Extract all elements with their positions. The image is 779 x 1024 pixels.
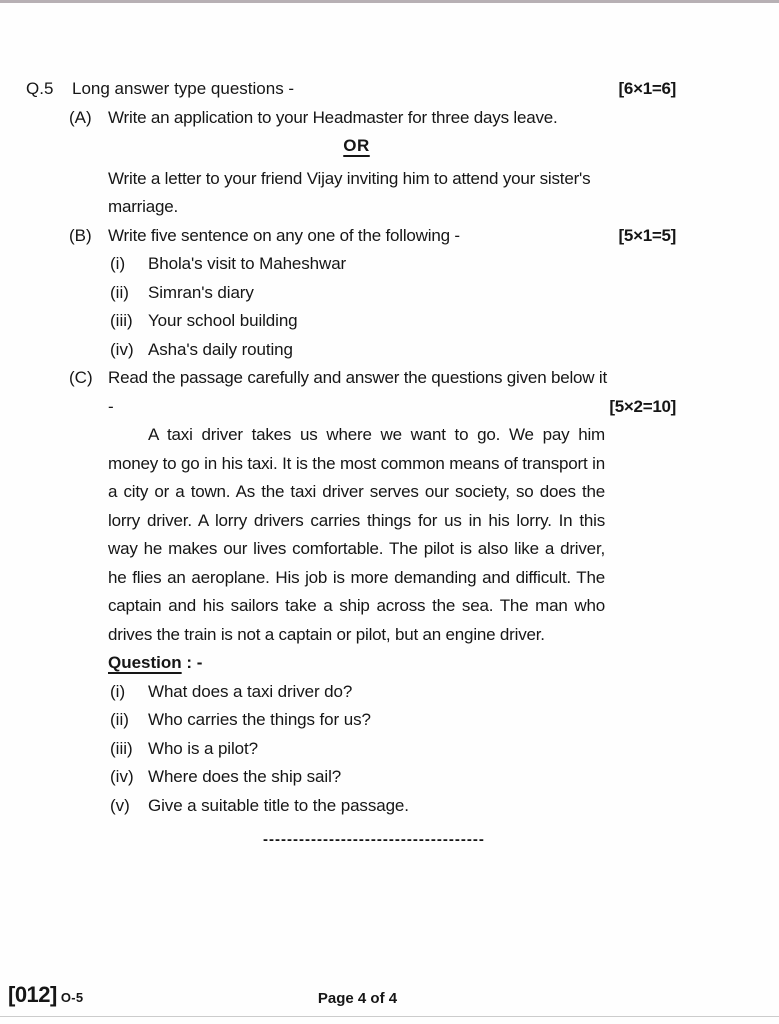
passage-question-item <box>26 763 753 792</box>
part-c-row <box>26 364 753 421</box>
topic-item <box>26 307 753 336</box>
passage-question-text: Who is a pilot? <box>148 738 258 758</box>
topic-text: Bhola's visit to Maheshwar <box>148 254 347 273</box>
passage-question-text: What does a taxi driver do? <box>148 681 353 701</box>
end-separator-dashes: ------------------------------------- <box>263 831 485 848</box>
part-a-row <box>26 104 753 133</box>
question-heading-row <box>26 75 753 104</box>
paper-code-suffix: O-5 <box>60 990 84 1005</box>
passage-question-marker: (ii) <box>110 710 129 729</box>
passage-question-item <box>26 735 753 764</box>
part-b-label: (B) <box>69 225 92 245</box>
topic-text: Simran's diary <box>148 282 254 302</box>
passage-question-item <box>26 792 753 821</box>
passage-question-text: Give a suitable title to the passage. <box>148 795 409 815</box>
part-b-prompt: Write five sentence on any one of the following - <box>108 225 460 245</box>
topic-text: Your school building <box>148 311 298 330</box>
topic-item <box>26 250 753 279</box>
question-number: Q.5 <box>26 79 54 98</box>
or-heading <box>108 132 605 161</box>
topic-text: Asha's daily routing <box>148 339 293 359</box>
topic-marker: (ii) <box>110 282 129 302</box>
page-number-indicator: Page 4 of 4 <box>317 990 398 1007</box>
passage-question-marker: (iii) <box>110 738 133 758</box>
question-marks: [6×1=6] <box>618 79 676 98</box>
paper-code: [012] <box>8 982 57 1007</box>
part-b-marks: [5×1=5] <box>618 225 676 245</box>
question-title: Long answer type questions - <box>72 79 295 98</box>
topic-marker: (iv) <box>110 339 134 359</box>
part-c-marks: [5×2=10] <box>609 396 676 416</box>
part-a-prompt: Write an application to your Headmaster for three days leave. <box>108 107 558 127</box>
part-c-prompt: Read the passage carefully and answer the questions given below it - <box>108 368 608 416</box>
or-label: OR <box>343 136 370 155</box>
part-b-row <box>26 222 753 251</box>
page-content <box>26 0 753 850</box>
part-c-label: (C) <box>69 368 93 387</box>
passage-question-item <box>26 678 753 707</box>
questions-heading-suffix: : - <box>181 653 203 672</box>
topic-marker: (iii) <box>110 311 133 330</box>
topic-item <box>26 336 753 365</box>
reading-passage: A taxi driver takes us where we want to go. We pay him money to go in his taxi. It is the most common means of transport in a city or a town. As the taxi driver serves our society, so does the lorry driver. A lorry drivers carries things for us in his lorry. In this way he makes our lives comfortable. The pilot is also like a driver, he flies an aeroplane. His job is more demanding and difficult. The captain and his sailors take a ship across the sea. The man who drives the train is not a captain or pilot, but an engine driver. <box>108 425 605 644</box>
passage-question-marker: (v) <box>110 795 130 815</box>
bottom-border-line <box>0 1016 779 1017</box>
topic-marker: (i) <box>110 254 126 273</box>
passage-question-text: Where does the ship sail? <box>148 767 342 786</box>
passage-question-item <box>26 706 753 735</box>
passage-question-marker: (i) <box>110 681 126 701</box>
questions-heading <box>108 649 753 678</box>
topic-item <box>26 279 753 308</box>
questions-heading-label: Question <box>108 653 182 672</box>
passage-question-marker: (iv) <box>110 767 134 786</box>
part-a-label: (A) <box>69 107 92 127</box>
passage-question-text: Who carries the things for us? <box>148 710 371 729</box>
part-a-alternative: Write a letter to your friend Vijay inviting him to attend your sister's marriage. <box>108 168 591 216</box>
